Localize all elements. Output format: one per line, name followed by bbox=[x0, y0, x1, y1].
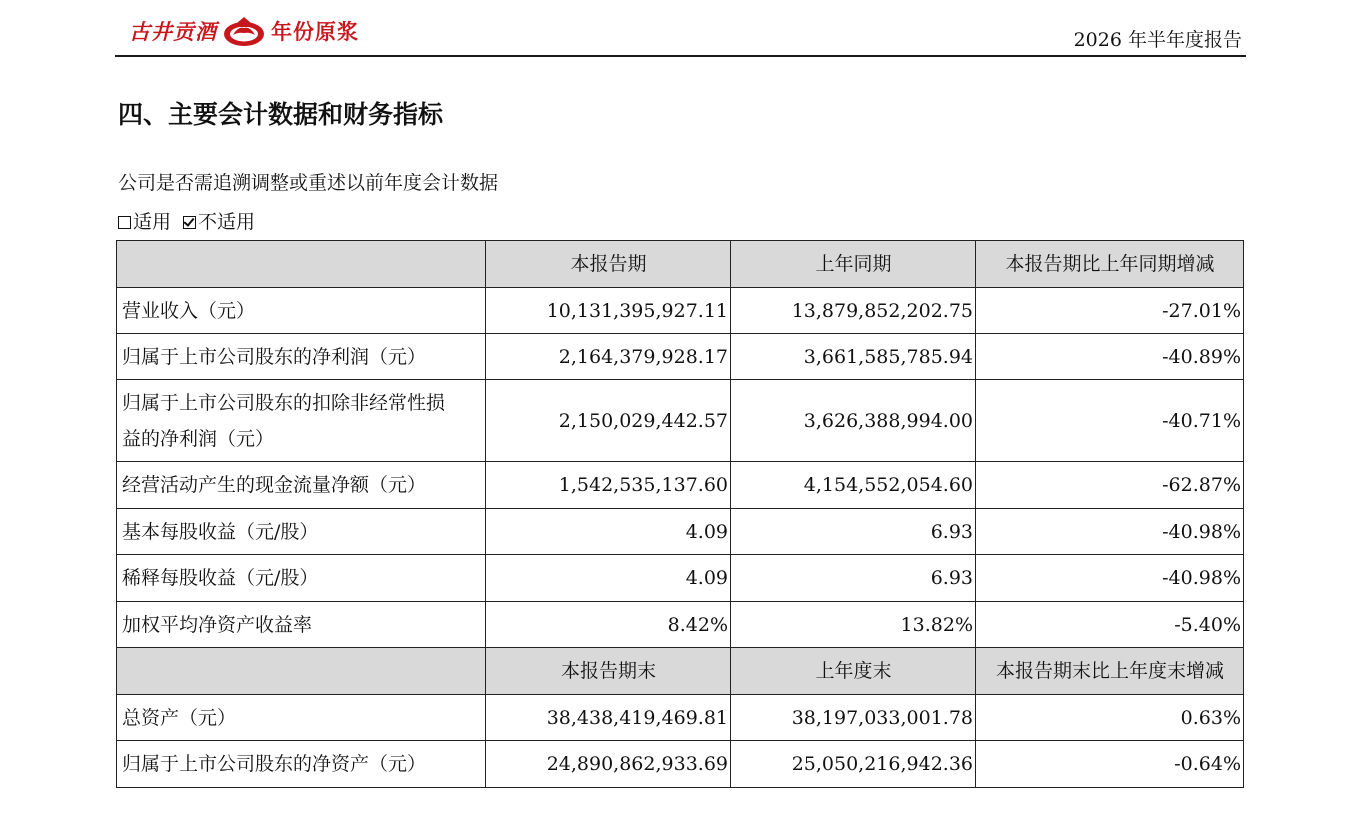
row-label: 基本每股收益（元/股） bbox=[117, 509, 486, 555]
prior-year-end-value: 38,197,033,001.78 bbox=[731, 695, 976, 741]
brand-logo bbox=[129, 14, 359, 48]
table-row bbox=[117, 741, 1244, 788]
section-heading: 四、主要会计数据和财务指标 bbox=[118, 100, 444, 129]
prior-period-value: 3,626,388,994.00 bbox=[731, 380, 976, 462]
not-applicable-label: 不适用 bbox=[198, 211, 256, 233]
header-cell: 本报告期末 bbox=[486, 648, 731, 695]
current-period-value: 2,150,029,442.57 bbox=[486, 380, 731, 462]
logo-emblem-icon bbox=[221, 14, 267, 48]
table-row bbox=[117, 334, 1244, 380]
header-cell: 本报告期末比上年度末增减 bbox=[976, 648, 1244, 695]
change-value: -40.98% bbox=[976, 555, 1244, 602]
prior-period-value: 6.93 bbox=[731, 555, 976, 602]
applicable-checkbox[interactable] bbox=[118, 216, 131, 229]
prior-year-end-value: 25,050,216,942.36 bbox=[731, 741, 976, 788]
current-period-value: 2,164,379,928.17 bbox=[486, 334, 731, 380]
row-label bbox=[117, 380, 486, 462]
change-value: -5.40% bbox=[976, 602, 1244, 648]
row-label: 归属于上市公司股东的净资产（元） bbox=[117, 741, 486, 788]
logo-text-right: 年份原浆 bbox=[271, 20, 359, 44]
header-cell: 本报告期 bbox=[486, 241, 731, 288]
restatement-question: 公司是否需追溯调整或重述以前年度会计数据 bbox=[118, 172, 499, 194]
table-row bbox=[117, 602, 1244, 648]
row-label: 总资产（元） bbox=[117, 695, 486, 741]
prior-period-value: 3,661,585,785.94 bbox=[731, 334, 976, 380]
not-applicable-checkbox[interactable] bbox=[183, 216, 196, 229]
current-period-value: 8.42% bbox=[486, 602, 731, 648]
period-header-row bbox=[117, 241, 1244, 288]
current-period-value: 4.09 bbox=[486, 555, 731, 602]
header-cell: 上年度末 bbox=[731, 648, 976, 695]
report-title: 2026 年半年度报告 bbox=[1073, 29, 1242, 51]
prior-period-value: 13,879,852,202.75 bbox=[731, 288, 976, 334]
row-label-line: 益的净利润（元） bbox=[122, 427, 275, 450]
change-value: -27.01% bbox=[976, 288, 1244, 334]
row-label: 经营活动产生的现金流量净额（元） bbox=[117, 462, 486, 509]
current-period-value: 10,131,395,927.11 bbox=[486, 288, 731, 334]
change-value: -40.89% bbox=[976, 334, 1244, 380]
period-end-value: 38,438,419,469.81 bbox=[486, 695, 731, 741]
table-row bbox=[117, 509, 1244, 555]
header-cell-blank bbox=[117, 648, 486, 695]
table-row bbox=[117, 380, 1244, 462]
table-row bbox=[117, 695, 1244, 741]
change-value: -0.64% bbox=[976, 741, 1244, 788]
applicability-options bbox=[118, 209, 255, 235]
logo-text-left: 古井贡酒 bbox=[129, 20, 217, 44]
balance-header-row bbox=[117, 648, 1244, 695]
table-row bbox=[117, 288, 1244, 334]
row-label: 稀释每股收益（元/股） bbox=[117, 555, 486, 602]
prior-period-value: 13.82% bbox=[731, 602, 976, 648]
financial-indicators-table bbox=[116, 240, 1244, 788]
prior-period-value: 4,154,552,054.60 bbox=[731, 462, 976, 509]
change-value: -62.87% bbox=[976, 462, 1244, 509]
row-label: 加权平均净资产收益率 bbox=[117, 602, 486, 648]
change-value: -40.71% bbox=[976, 380, 1244, 462]
period-end-value: 24,890,862,933.69 bbox=[486, 741, 731, 788]
row-label: 营业收入（元） bbox=[117, 288, 486, 334]
change-value: 0.63% bbox=[976, 695, 1244, 741]
table-row bbox=[117, 462, 1244, 509]
prior-period-value: 6.93 bbox=[731, 509, 976, 555]
applicable-label: 适用 bbox=[133, 211, 172, 233]
header-cell: 上年同期 bbox=[731, 241, 976, 288]
change-value: -40.98% bbox=[976, 509, 1244, 555]
header-cell: 本报告期比上年同期增减 bbox=[976, 241, 1244, 288]
page-header bbox=[115, 12, 1246, 57]
table-row bbox=[117, 555, 1244, 602]
current-period-value: 4.09 bbox=[486, 509, 731, 555]
current-period-value: 1,542,535,137.60 bbox=[486, 462, 731, 509]
row-label: 归属于上市公司股东的净利润（元） bbox=[117, 334, 486, 380]
header-cell-blank bbox=[117, 241, 486, 288]
row-label-line: 归属于上市公司股东的扣除非经常性损 bbox=[122, 391, 446, 414]
